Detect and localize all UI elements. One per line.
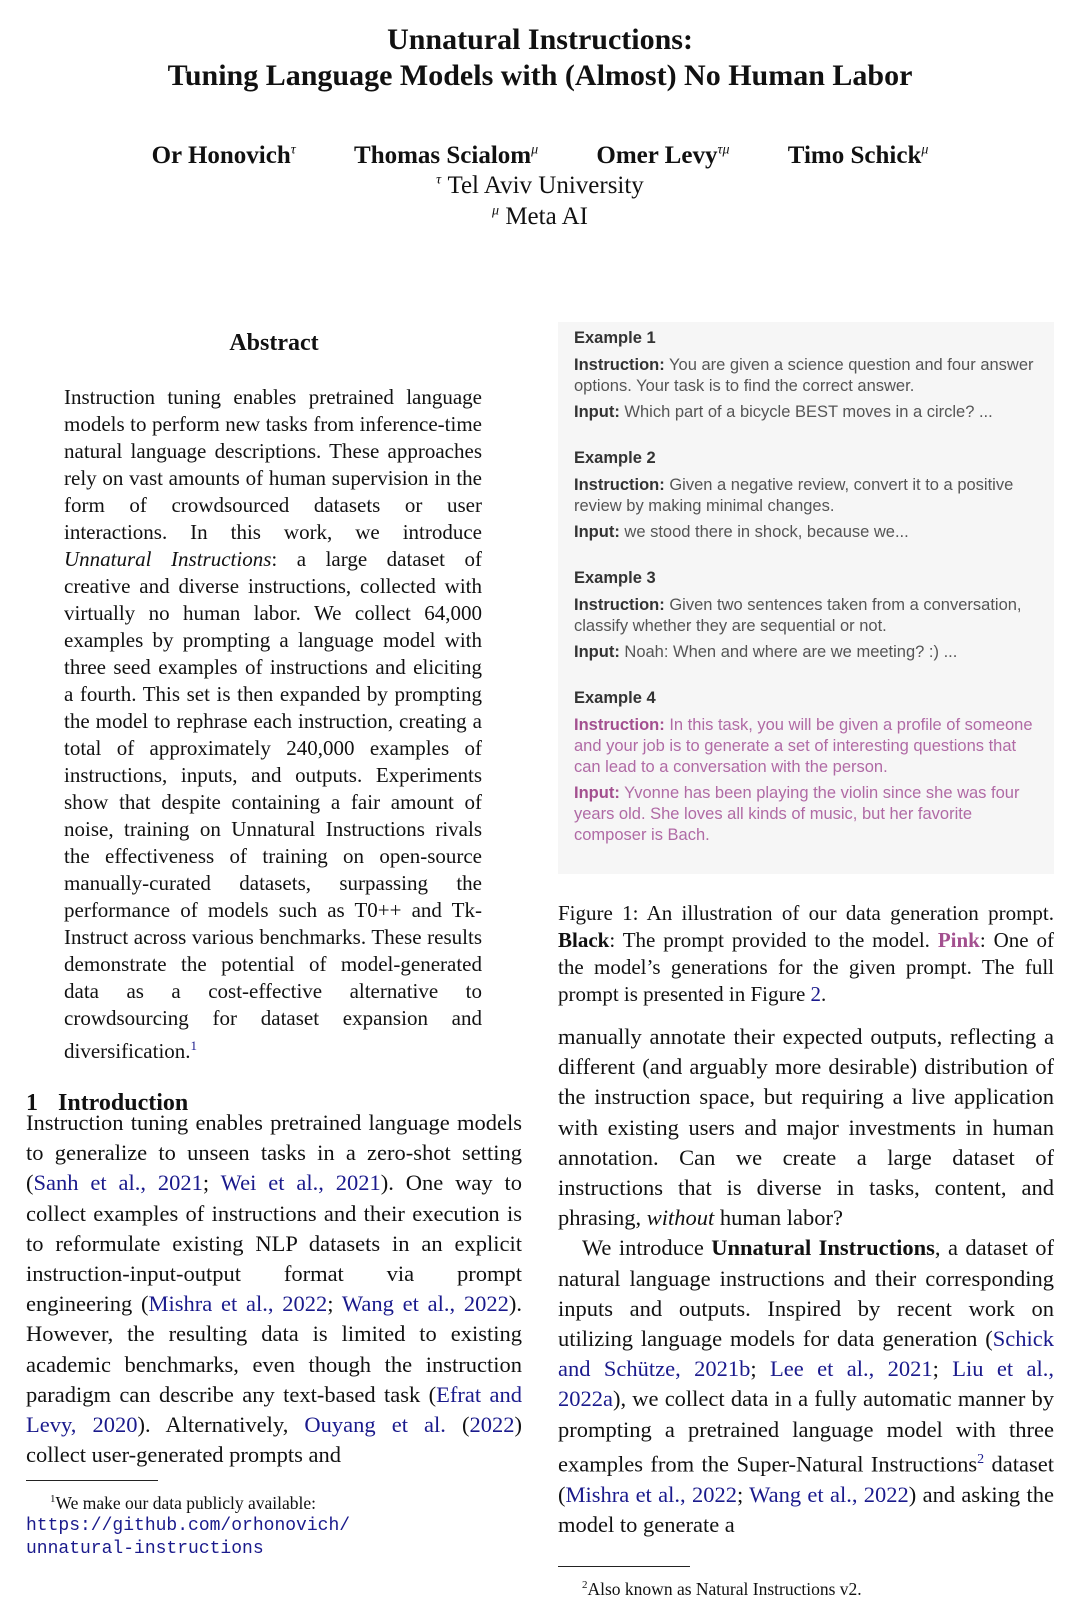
citation-link[interactable]: Schick and Schütze, 2021b bbox=[558, 1326, 1054, 1382]
author: Timo Schick$^\mu$ bbox=[787, 142, 929, 169]
citation-link[interactable]: Liu et al., 2022a bbox=[558, 1356, 1054, 1412]
github-link[interactable]: https://github.com/orhonovich/ bbox=[26, 1515, 351, 1536]
citation-link[interactable]: Efrat and Levy, 2020 bbox=[26, 1381, 522, 1438]
author: Omer Levy$^{\tau\mu}$ bbox=[596, 142, 730, 169]
footnote-2: $^2$Also known as Natural Instructions v2. bbox=[582, 1578, 862, 1599]
paragraph: manually annotate their expected outputs, reflecting a different (and arguably more desirable) distribution of the instruction space, but requiring a live application with existing users and major investments in human annotation. Can we create a large dataset of instructions that is diverse in tasks, content, and phrasing, without human labor? bbox=[558, 1024, 1054, 1231]
intro-paragraph: Instruction tuning enables pretrained language models to generalize to unseen tasks in a zero-shot setting (Sanh et al., 2021; Wei et al., 2021). One way to collect examples of instructions and their execution is to reformulate existing NLP datasets in an explicit instruction-input-output format via prompt engineering (Mishra et al., 2022; Wang et al., 2022). However, the resulting data is limited to existing academic benchmarks, even though the instruction paradigm can describe any text-based task (Efrat and Levy, 2020). Alternatively, Ouyang et al. (2022) collect user-generated prompts and bbox=[26, 1110, 522, 1468]
footnote-1: $^1$We make our data publicly available: https://github.com/orhonovich/ unnatural-instructions bbox=[26, 1488, 522, 1561]
right-column-paragraphs bbox=[558, 1022, 1054, 1540]
citation-link[interactable]: Wang et al., 2022 bbox=[341, 1291, 509, 1317]
paragraph: We introduce Unnatural Instructions, a dataset of natural language instructions and their corresponding inputs and outputs. Inspired by recent work on utilizing language models for data generation (Schick and Schütze, 2021b; Lee et al., 2021; Liu et al., 2022a), we collect data in a fully automatic manner by prompting a pretrained language model with three examples from the Super-Natural Instructions$^2$ dataset (Mishra et al., 2022; Wang et al., 2022) and asking the model to generate a bbox=[558, 1235, 1054, 1537]
citation-link[interactable]: Wei et al., 2021 bbox=[220, 1170, 381, 1196]
citation-link[interactable]: 2022 bbox=[469, 1412, 515, 1438]
affiliation: $^\tau$ Tel Aviv University bbox=[436, 172, 644, 199]
footnote-link[interactable]: 2 bbox=[977, 1451, 985, 1467]
abstract-body: Instruction tuning enables pretrained language models to perform new tasks from inference-time natural language descriptions. These approaches rely on vast amounts of human supervision in the form of crowdsourced datasets or user interactions. In this work, we introduce Unnatural Instructions: a large dataset of creative and diverse instructions, collected with virtually no human labor. We collect 64,000 examples by prompting a language model with three seed examples of instructions and eliciting a fourth. This set is then expanded by prompting the model to rephrase each instruction, creating a total of approximately 240,000 examples of instructions, inputs, and outputs. Experiments show that despite containing a fair amount of noise, training on Unnatural Instructions rivals the effectiveness of training on open-source manually-curated datasets, surpassing the performance of models such as T0++ and Tk-Instruct across various benchmarks. These results demonstrate the potential of model-generated data as a cost-effective alternative to crowdsourcing for dataset expansion and diversification.$^1$ bbox=[64, 385, 483, 1063]
abstract-heading: Abstract bbox=[229, 330, 319, 356]
footnote-link[interactable]: 1 bbox=[190, 1038, 198, 1053]
github-link-cont[interactable]: unnatural-instructions bbox=[26, 1538, 264, 1559]
citation-link[interactable]: Mishra et al., 2022 bbox=[148, 1291, 328, 1317]
title-line-1: Unnatural Instructions: bbox=[387, 23, 693, 56]
figure-caption: Figure 1: An illustration of our data generation prompt. Black: The prompt provided to the model. Pink: One of the model’s generations for the given prompt. The full prompt is presented in Figure 2. bbox=[558, 901, 1054, 1006]
figure-ref-link[interactable]: 2 bbox=[810, 982, 822, 1006]
section-heading-introduction: 1 Introduction bbox=[26, 1090, 189, 1116]
example-3: Example 3 Instruction: Given two sentences taken from a conversation, classify whether they are sequential or not. Input: Noah: When and where are we meeting? :) ... bbox=[574, 569, 1022, 661]
title-line-2: Tuning Language Models with (Almost) No Human Labor bbox=[167, 59, 913, 92]
author: Thomas Scialom$^\mu$ bbox=[354, 142, 539, 169]
footnote-divider bbox=[26, 1480, 158, 1481]
author: Or Honovich$^\tau$ bbox=[151, 142, 296, 169]
citation-link[interactable]: Lee et al., 2021 bbox=[770, 1356, 933, 1382]
example-2: Example 2 Instruction: Given a negative review, convert it to a positive review by making minimal changes. Input: we stood there in shock, because we... bbox=[574, 449, 1014, 541]
example-1: Example 1 Instruction: You are given a science question and four answer options. Your task is to find the correct answer. Input: Which part of a bicycle BEST moves in a circle? ... bbox=[574, 329, 1034, 421]
citation-link[interactable]: Wang et al., 2022 bbox=[749, 1481, 909, 1507]
figure-1-prompt-illustration bbox=[558, 322, 1054, 874]
citation-link[interactable]: Ouyang et al. bbox=[304, 1412, 446, 1438]
footnote-divider bbox=[558, 1566, 690, 1567]
paper-title bbox=[0, 22, 1080, 94]
author-list bbox=[0, 142, 1080, 170]
affiliation: $^\mu$ Meta AI bbox=[492, 203, 588, 230]
citation-link[interactable]: Mishra et al., 2022 bbox=[565, 1481, 737, 1507]
example-4-generated: Example 4 Instruction: In this task, you will be given a profile of someone and your job is to generate a set of interesting questions that can lead to a conversation with the person. Input: Yvonne has been playing the violin since she was four years old. She loves all kinds of music, but her favorite composer is Bach. bbox=[574, 689, 1033, 844]
citation-link[interactable]: Sanh et al., 2021 bbox=[33, 1170, 203, 1196]
